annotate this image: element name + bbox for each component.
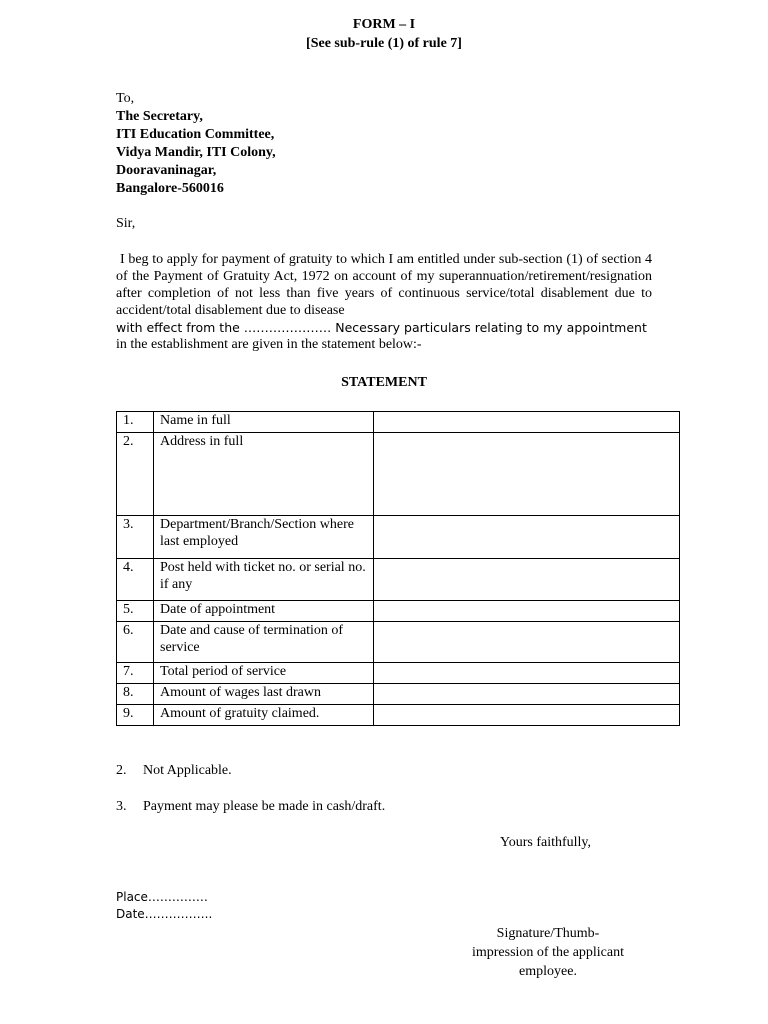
row-number: 4. (117, 559, 154, 601)
row-value-field[interactable] (374, 516, 680, 559)
row-value-field[interactable] (374, 433, 680, 516)
table-row (117, 433, 680, 516)
address-line: Dooravaninagar, (116, 163, 217, 178)
table-row (117, 705, 680, 726)
row-value-field[interactable] (374, 705, 680, 726)
row-value-field[interactable] (374, 412, 680, 433)
row-number: 8. (117, 684, 154, 705)
signature-line: Signature/Thumb- (496, 926, 600, 941)
form-subtitle: [See sub-rule (1) of rule 7] (306, 36, 462, 51)
row-value-field[interactable] (374, 559, 680, 601)
row-label: Name in full (154, 412, 374, 433)
item-text: Not Applicable. (143, 763, 232, 778)
list-item (116, 763, 232, 779)
address-line: The Secretary, (116, 109, 203, 124)
signature-line: impression of the applicant (471, 945, 625, 960)
row-label: Amount of gratuity claimed. (154, 705, 374, 726)
row-number: 6. (117, 622, 154, 663)
row-number: 7. (117, 663, 154, 684)
row-value-field[interactable] (374, 663, 680, 684)
table-row (117, 684, 680, 705)
table-row (117, 663, 680, 684)
address-line: Vidya Mandir, ITI Colony, (116, 145, 276, 160)
row-number: 1. (117, 412, 154, 433)
item-number: 3. (116, 799, 127, 814)
application-paragraph (116, 251, 652, 353)
address-block (116, 90, 276, 198)
signature-block (458, 924, 638, 981)
address-to: To, (116, 91, 135, 106)
closing: Yours faithfully, (500, 835, 592, 850)
statement-heading: STATEMENT (341, 375, 427, 390)
row-value-field[interactable] (374, 601, 680, 622)
paragraph-text-end: in the establishment are given in the statement below:- (116, 337, 422, 352)
table-row (117, 559, 680, 601)
signature-line: employee. (519, 964, 577, 979)
row-label: Date of appointment (154, 601, 374, 622)
address-line: Bangalore-560016 (116, 181, 224, 196)
row-value-field[interactable] (374, 622, 680, 663)
row-label: Department/Branch/Section where last employed (154, 516, 374, 559)
place-field[interactable]: Place…………… (116, 890, 208, 904)
row-label: Date and cause of termination of service (154, 622, 374, 663)
row-value-field[interactable] (374, 684, 680, 705)
row-number: 2. (117, 433, 154, 516)
row-number: 3. (117, 516, 154, 559)
list-item (116, 799, 385, 815)
table-row (117, 622, 680, 663)
table-row (117, 516, 680, 559)
row-label: Address in full (154, 433, 374, 516)
row-number: 9. (117, 705, 154, 726)
statement-table (116, 411, 680, 726)
form-title: FORM – I (352, 17, 416, 32)
paragraph-text: I beg to apply for payment of gratuity to which I am entitled under sub-section (1) of section 4 of the Payment of Gratuity Act, 1972 on account of my superannuation/retirement/resignation after completion of not less than five years of continuous service/total disablement due to accident/total disablement due to disease (116, 252, 652, 318)
row-label: Post held with ticket no. or serial no. if any (154, 559, 374, 601)
salutation: Sir, (116, 216, 136, 231)
date-field[interactable]: Date…………….. (116, 907, 213, 921)
item-text: Payment may please be made in cash/draft. (143, 799, 386, 814)
address-line: ITI Education Committee, (116, 127, 275, 142)
paragraph-text-effective-date: with effect from the ………………… Necessary particulars relating to my appointment (116, 320, 647, 335)
row-label: Amount of wages last drawn (154, 684, 374, 705)
row-label: Total period of service (154, 663, 374, 684)
item-number: 2. (116, 763, 127, 778)
row-number: 5. (117, 601, 154, 622)
table-row (117, 601, 680, 622)
table-row (117, 412, 680, 433)
